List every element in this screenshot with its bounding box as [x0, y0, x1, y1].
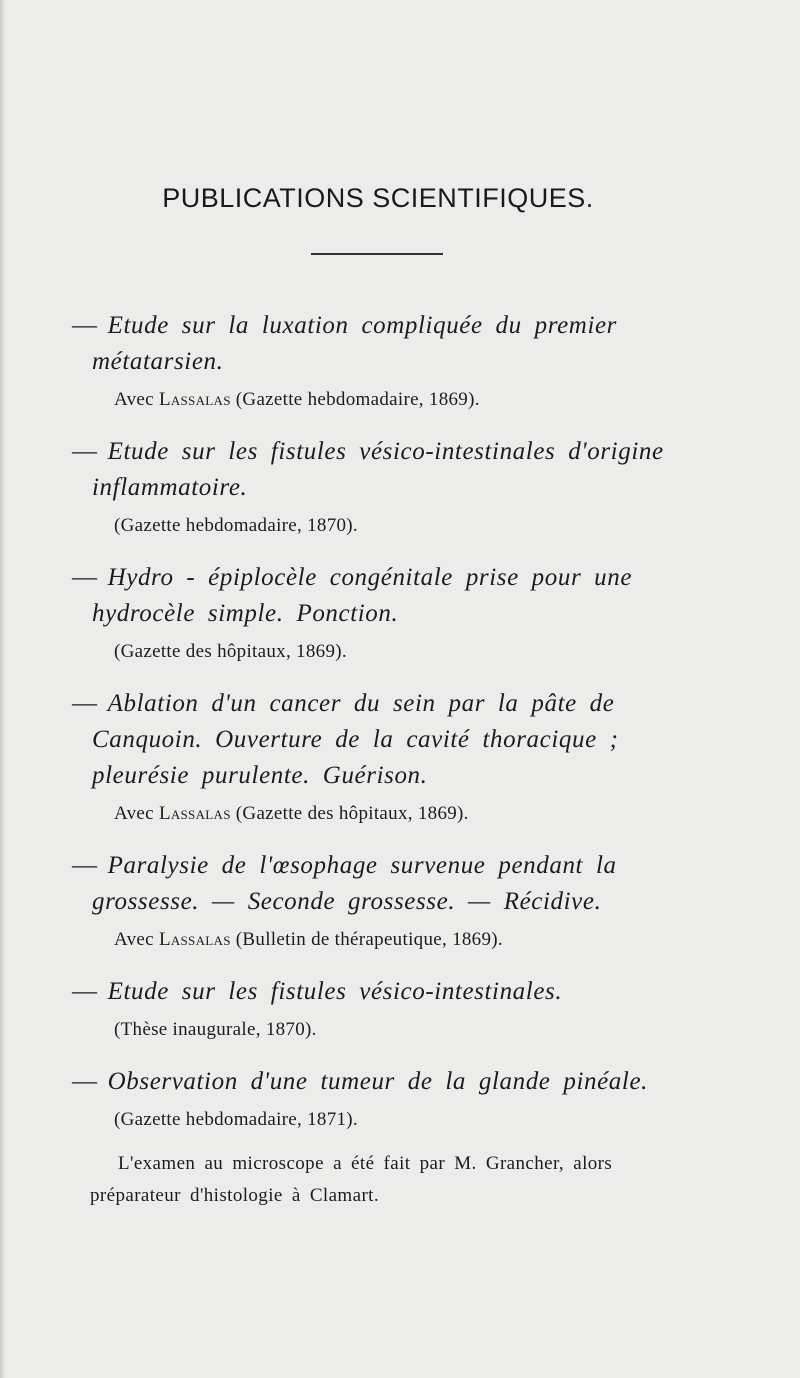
ref-source: (Gazette hebdomadaire, 1869). — [230, 389, 480, 410]
entry-title-line: grossesse. — Seconde grossesse. — Récidive. — [92, 888, 602, 915]
entry-title-line: Etude sur les fistules vésico-intestinales d'origine — [107, 438, 664, 465]
entry-dash: — — [72, 438, 98, 465]
ref-author: Lassalas — [158, 929, 231, 950]
entry-title-line: Etude sur les fistules vésico-intestinales. — [107, 978, 563, 1005]
entry-dash: — — [72, 1068, 98, 1095]
publication-entry — [72, 434, 702, 540]
entry-reference — [72, 1016, 702, 1044]
entry-title — [72, 848, 702, 920]
entry-title-line: métatarsien. — [92, 348, 224, 375]
entry-dash: — — [72, 312, 98, 339]
entry-title-line: Paralysie de l'œsophage survenue pendant la — [107, 852, 617, 879]
publication-entry — [72, 308, 702, 414]
ref-source: (Thèse inaugurale, 1870). — [114, 1019, 317, 1040]
entry-title — [72, 560, 702, 632]
ref-author: Lassalas — [158, 803, 231, 824]
entry-reference — [72, 386, 702, 414]
entry-title-line: Ablation d'un cancer du sein par la pâte de — [107, 690, 615, 717]
entry-title — [72, 308, 702, 380]
ref-source: (Gazette hebdomadaire, 1871). — [114, 1109, 358, 1130]
title-rule — [311, 253, 443, 255]
entry-reference — [72, 800, 702, 828]
entry-title — [72, 974, 702, 1010]
entry-title-line: pleurésie purulente. Guérison. — [92, 762, 428, 789]
publication-entry — [72, 560, 702, 666]
ref-source: (Gazette des hôpitaux, 1869). — [230, 803, 469, 824]
entry-dash: — — [72, 690, 98, 717]
publication-entry — [72, 848, 702, 954]
page-title: PUBLICATIONS SCIENTIFIQUES. — [162, 183, 594, 213]
publication-entry — [72, 1064, 702, 1134]
publication-entry — [72, 686, 702, 828]
entry-title — [72, 686, 702, 794]
entry-reference — [72, 512, 702, 540]
publication-list — [72, 308, 702, 1212]
entry-title-line: hydrocèle simple. Ponction. — [92, 600, 399, 627]
entry-reference — [72, 1106, 702, 1134]
entry-title-line: Hydro - épiplocèle congénitale prise pour une — [107, 564, 633, 591]
entry-title-line: Canquoin. Ouverture de la cavité thoracique ; — [92, 726, 619, 753]
entry-title — [72, 1064, 702, 1100]
ref-source: (Gazette hebdomadaire, 1870). — [114, 515, 358, 536]
ref-author: Lassalas — [158, 389, 231, 410]
publication-entry — [72, 974, 702, 1044]
ref-prefix: Avec — [114, 803, 159, 824]
entry-title-line: Observation d'une tumeur de la glande pinéale. — [107, 1068, 648, 1095]
entry-title — [72, 434, 702, 506]
entry-reference — [72, 638, 702, 666]
microscope-note: L'examen au microscope a été fait par M. Grancher, alors préparateur d'histologie à Clamart. — [90, 1153, 613, 1206]
entry-title-line: Etude sur la luxation compliquée du premier — [107, 312, 618, 339]
entry-dash: — — [72, 564, 98, 591]
entry-dash: — — [72, 852, 98, 879]
entry-dash: — — [72, 978, 98, 1005]
ref-prefix: Avec — [114, 929, 159, 950]
ref-source: (Gazette des hôpitaux, 1869). — [114, 641, 347, 662]
entry-reference — [72, 926, 702, 954]
ref-prefix: Avec — [114, 389, 159, 410]
entry-title-line: inflammatoire. — [92, 474, 248, 501]
ref-source: (Bulletin de thérapeutique, 1869). — [230, 929, 503, 950]
